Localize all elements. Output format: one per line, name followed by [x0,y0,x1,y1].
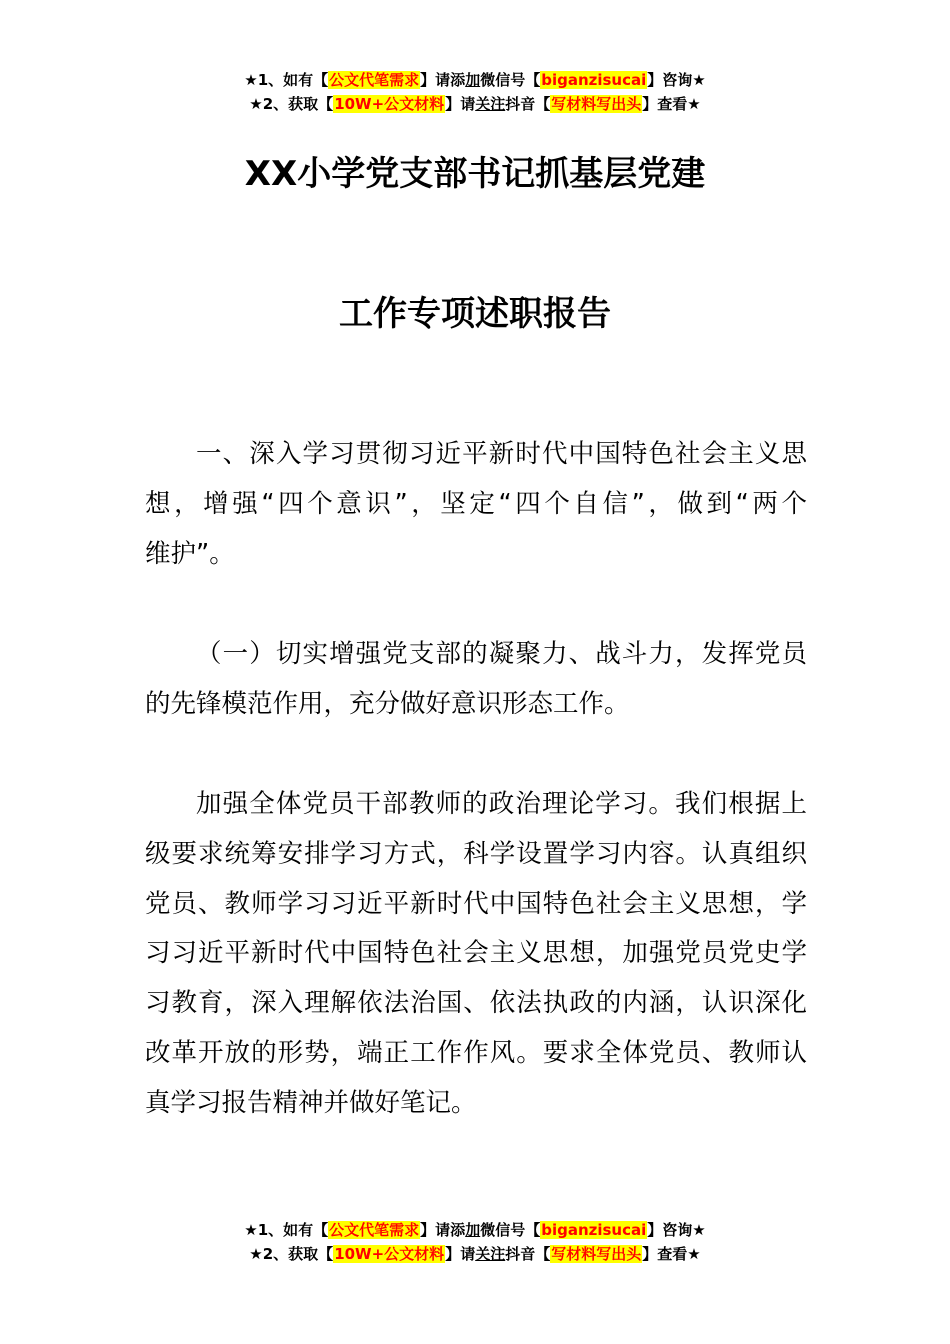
section-subheading-1 [145,630,807,730]
text-line: 党员、教师学习习近平新时代中国特色社会主义思想，学 [145,888,807,919]
text-line: 习教育，深入理解依法治国、依法执政的内涵，认识深化 [145,988,807,1019]
text-line: （一）切实增强党支部的凝聚力、战斗力，发挥党员 [196,639,807,669]
text-line: 真学习报告精神并做好笔记。 [145,1087,477,1118]
banner-line-1: ★1、如有【公文代笔需求】请添加微信号【biganzisucai】咨询★ [244,1221,706,1239]
body-paragraph-1 [145,780,807,1129]
banner-line-1: ★1、如有【公文代笔需求】请添加微信号【biganzisucai】咨询★ [244,71,706,89]
highlight-service: 公文代笔需求 [329,71,420,89]
document-title-line-2: 工作专项述职报告 [339,294,611,334]
highlight-materials: 10W+公文材料 [334,1245,445,1263]
highlight-wechat-id: biganzisucai [541,71,647,89]
highlight-wechat-id: biganzisucai [541,1221,647,1239]
text-line: 加强全体党员干部教师的政治理论学习。我们根据上 [196,789,807,819]
header-banner [0,68,950,116]
section-heading-1 [145,430,807,579]
highlight-materials: 10W+公文材料 [334,95,445,113]
text-line: 习习近平新时代中国特色社会主义思想，加强党员党史学 [145,938,807,969]
highlight-douyin: 写材料写出头 [551,95,642,113]
highlight-douyin: 写材料写出头 [551,1245,642,1263]
banner-line-2: ★2、获取【10W+公文材料】请关注抖音【写材料写出头】查看★ [249,95,701,113]
document-title-line-1: XX小学党支部书记抓基层党建 [244,154,706,194]
text-line: 维护”。 [145,538,235,569]
text-line: 改革开放的形势，端正工作作风。要求全体党员、教师认 [145,1037,807,1068]
highlight-service: 公文代笔需求 [329,1221,420,1239]
banner-line-2: ★2、获取【10W+公文材料】请关注抖音【写材料写出头】查看★ [249,1245,701,1263]
text-line: 一、深入学习贯彻习近平新时代中国特色社会主义思 [196,439,807,469]
text-line: 的先锋模范作用，充分做好意识形态工作。 [145,688,630,719]
text-line: 想，增强“四个意识”，坚定“四个自信”，做到“两个 [145,488,807,519]
footer-banner [0,1218,950,1266]
text-line: 级要求统筹安排学习方式，科学设置学习内容。认真组织 [145,838,807,869]
